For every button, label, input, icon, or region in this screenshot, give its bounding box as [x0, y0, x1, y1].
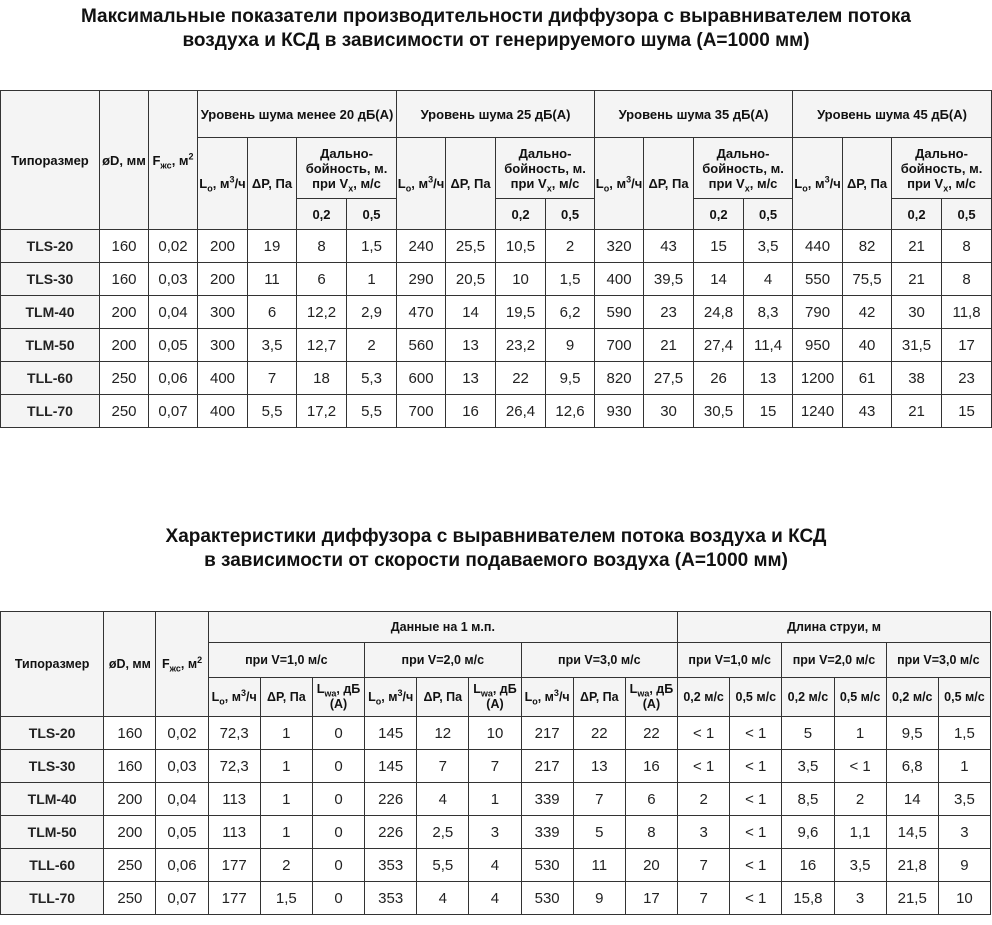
table-cell: 43 — [843, 395, 892, 428]
table-cell: 5,3 — [347, 362, 397, 395]
velocity-0-2-header: 0,2 — [496, 199, 546, 230]
airflow-header: $L_о$, $м^3/ч$ — [793, 138, 843, 230]
airflow-header: $L_о$, $м^3/ч$ — [198, 138, 248, 230]
group-header-noise-45: Уровень шума 45 дБ(А) — [793, 91, 992, 138]
table-cell: 226 — [365, 783, 417, 816]
table-cell: 0 — [312, 849, 364, 882]
table-cell: 27,4 — [694, 329, 744, 362]
table-cell: 3 — [938, 816, 990, 849]
table-cell: 12,2 — [297, 296, 347, 329]
table-cell: < 1 — [730, 849, 782, 882]
table-cell: 20 — [625, 849, 677, 882]
table-cell: 0,05 — [156, 816, 208, 849]
table-cell: 790 — [793, 296, 843, 329]
table2-title-line2: в зависимости от скорости подаваемого воздуха (А=1000 мм) — [204, 550, 788, 571]
table-cell: 145 — [365, 717, 417, 750]
table-cell: 3,5 — [782, 750, 834, 783]
pressure-drop-header: ΔP, Па — [417, 678, 469, 717]
sound-power-header: $L_{wa}$, дБ (А) — [625, 678, 677, 717]
table-cell: 0,02 — [149, 230, 198, 263]
table-cell: 5 — [573, 816, 625, 849]
table-cell: 22 — [496, 362, 546, 395]
throw-range-header: Дально-бойность, м. при $V_x$, м/с — [297, 138, 397, 199]
table-cell: 1,1 — [834, 816, 886, 849]
row-name-cell: TLL-70 — [1, 882, 104, 915]
table-cell: < 1 — [730, 783, 782, 816]
table-row — [1, 717, 991, 750]
table2-title-line1: Характеристики диффузора с выравнивателем потока воздуха и КСД — [165, 526, 827, 547]
table-row — [1, 783, 991, 816]
table-row — [1, 750, 991, 783]
table-cell: 7 — [469, 750, 521, 783]
table-cell: 15 — [694, 230, 744, 263]
table-cell: 13 — [744, 362, 793, 395]
table-cell: 0,07 — [149, 395, 198, 428]
table-row — [1, 263, 992, 296]
table-cell: 0 — [312, 750, 364, 783]
speed-header: при V=1,0 м/с — [208, 643, 364, 678]
table-cell: 1,5 — [347, 230, 397, 263]
table-cell: 23 — [942, 362, 992, 395]
table-cell: 11 — [248, 263, 297, 296]
row-name-cell: TLM-40 — [1, 783, 104, 816]
table-cell: 200 — [198, 230, 248, 263]
table-cell: 353 — [365, 882, 417, 915]
table-cell: 0,02 — [156, 717, 208, 750]
airflow-header: $L_о$, $м^3/ч$ — [208, 678, 260, 717]
table-cell: 113 — [208, 816, 260, 849]
table-cell: 353 — [365, 849, 417, 882]
table-cell: 15,8 — [782, 882, 834, 915]
table-cell: 5,5 — [248, 395, 297, 428]
table-cell: 21 — [892, 263, 942, 296]
table-cell: 16 — [782, 849, 834, 882]
row-name-cell: TLM-50 — [1, 329, 100, 362]
table-cell: 4 — [744, 263, 793, 296]
airflow-header: $L_о$, $м^3/ч$ — [595, 138, 644, 230]
table-cell: 21 — [892, 230, 942, 263]
table-cell: 26 — [694, 362, 744, 395]
row-name-cell: TLS-20 — [1, 717, 104, 750]
jet-speed-header: при V=2,0 м/с — [782, 643, 886, 678]
table-cell: 240 — [397, 230, 446, 263]
table-cell: 530 — [521, 849, 573, 882]
table-row — [1, 362, 992, 395]
table-cell: < 1 — [678, 717, 730, 750]
table-cell: 18 — [297, 362, 347, 395]
table-cell: < 1 — [834, 750, 886, 783]
table-cell: 4 — [469, 882, 521, 915]
col-header-diameter: øD, мм — [104, 612, 156, 717]
table-cell: 75,5 — [843, 263, 892, 296]
table-cell: 1,5 — [260, 882, 312, 915]
table-cell: 16 — [446, 395, 496, 428]
table-cell: 19,5 — [496, 296, 546, 329]
table-cell: 290 — [397, 263, 446, 296]
table-cell: < 1 — [730, 750, 782, 783]
table-cell: 930 — [595, 395, 644, 428]
table-cell: 21,8 — [886, 849, 938, 882]
table-cell: 23 — [644, 296, 694, 329]
col-header-diameter: øD, мм — [100, 91, 149, 230]
table-cell: 2 — [260, 849, 312, 882]
table-cell: 1200 — [793, 362, 843, 395]
table-cell: 17,2 — [297, 395, 347, 428]
table-cell: 0,07 — [156, 882, 208, 915]
row-name-cell: TLS-30 — [1, 750, 104, 783]
airflow-header: $L_о$, $м^3/ч$ — [521, 678, 573, 717]
table-cell: 15 — [744, 395, 793, 428]
table-cell: 400 — [198, 395, 248, 428]
jet-velocity-0-2-header: 0,2 м/с — [782, 678, 834, 717]
table-cell: 820 — [595, 362, 644, 395]
throw-range-header: Дально-бойность, м. при $V_x$, м/с — [694, 138, 793, 199]
table-cell: 2,5 — [417, 816, 469, 849]
table-cell: 200 — [100, 329, 149, 362]
table2-title — [0, 525, 992, 573]
table-cell: 6 — [248, 296, 297, 329]
jet-velocity-0-5-header: 0,5 м/с — [730, 678, 782, 717]
airflow-header: $L_о$, $м^3/ч$ — [365, 678, 417, 717]
velocity-0-2-header: 0,2 — [694, 199, 744, 230]
table-cell: 10,5 — [496, 230, 546, 263]
table-cell: 1 — [260, 816, 312, 849]
table-cell: 72,3 — [208, 750, 260, 783]
table-cell: 4 — [417, 882, 469, 915]
table-cell: 14 — [446, 296, 496, 329]
table-row — [1, 816, 991, 849]
table-cell: 4 — [469, 849, 521, 882]
table-cell: 16 — [625, 750, 677, 783]
table-cell: 82 — [843, 230, 892, 263]
table-cell: < 1 — [678, 750, 730, 783]
table-cell: 400 — [595, 263, 644, 296]
table-cell: 6 — [297, 263, 347, 296]
table-cell: 1 — [260, 717, 312, 750]
table-cell: 145 — [365, 750, 417, 783]
jet-velocity-0-2-header: 0,2 м/с — [678, 678, 730, 717]
table-cell: 11,8 — [942, 296, 992, 329]
table-cell: 0,05 — [149, 329, 198, 362]
table-cell: 0,04 — [156, 783, 208, 816]
velocity-0-5-header: 0,5 — [744, 199, 793, 230]
table-row — [1, 882, 991, 915]
table-row — [1, 296, 992, 329]
speed-header: при V=3,0 м/с — [521, 643, 677, 678]
table-cell: 177 — [208, 882, 260, 915]
table-cell: 3 — [834, 882, 886, 915]
table-cell: 12 — [417, 717, 469, 750]
pressure-drop-header: ΔP, Па — [446, 138, 496, 230]
table-cell: 160 — [104, 717, 156, 750]
table-cell: 3,5 — [744, 230, 793, 263]
table-cell: 6 — [625, 783, 677, 816]
table-cell: 61 — [843, 362, 892, 395]
row-name-cell: TLM-50 — [1, 816, 104, 849]
table-cell: 160 — [104, 750, 156, 783]
table-cell: 113 — [208, 783, 260, 816]
table-cell: 0,03 — [156, 750, 208, 783]
pressure-drop-header: ΔP, Па — [843, 138, 892, 230]
table-cell: 0 — [312, 717, 364, 750]
table1-title — [0, 5, 992, 53]
group-header-jet-length: Длина струи, м — [678, 612, 991, 643]
table-cell: 200 — [198, 263, 248, 296]
table-cell: 31,5 — [892, 329, 942, 362]
table-row — [1, 395, 992, 428]
table-cell: 590 — [595, 296, 644, 329]
table-cell: 9,5 — [546, 362, 595, 395]
table-cell: 11,4 — [744, 329, 793, 362]
table-cell: 1 — [260, 783, 312, 816]
table-cell: 530 — [521, 882, 573, 915]
table-cell: 10 — [496, 263, 546, 296]
table-cell: 10 — [469, 717, 521, 750]
group-header-noise-25: Уровень шума 25 дБ(А) — [397, 91, 595, 138]
pressure-drop-header: ΔP, Па — [248, 138, 297, 230]
table-cell: 3 — [678, 816, 730, 849]
table-cell: 7 — [248, 362, 297, 395]
table-cell: 9,6 — [782, 816, 834, 849]
table-cell: 20,5 — [446, 263, 496, 296]
table-cell: 6,8 — [886, 750, 938, 783]
table-cell: 19 — [248, 230, 297, 263]
table-cell: 8 — [297, 230, 347, 263]
jet-speed-header: при V=3,0 м/с — [886, 643, 990, 678]
table-cell: 250 — [104, 882, 156, 915]
table-cell: 21,5 — [886, 882, 938, 915]
table-cell: 440 — [793, 230, 843, 263]
table-cell: 200 — [104, 816, 156, 849]
table-cell: 3 — [469, 816, 521, 849]
table-cell: 950 — [793, 329, 843, 362]
table-cell: 3,5 — [938, 783, 990, 816]
table-cell: 12,7 — [297, 329, 347, 362]
table-cell: 0 — [312, 882, 364, 915]
table-row — [1, 329, 992, 362]
table-cell: 1 — [469, 783, 521, 816]
speed-characteristics-table — [0, 611, 991, 915]
table-cell: 160 — [100, 263, 149, 296]
table-cell: 9 — [573, 882, 625, 915]
table-cell: 7 — [678, 849, 730, 882]
table-cell: 10 — [938, 882, 990, 915]
table-cell: 250 — [100, 362, 149, 395]
row-name-cell: TLL-60 — [1, 849, 104, 882]
table-cell: 0,06 — [149, 362, 198, 395]
jet-speed-header: при V=1,0 м/с — [678, 643, 782, 678]
table-cell: 217 — [521, 750, 573, 783]
table-cell: 23,2 — [496, 329, 546, 362]
table-cell: 1240 — [793, 395, 843, 428]
table-cell: 200 — [100, 296, 149, 329]
airflow-header: $L_о$, $м^3/ч$ — [397, 138, 446, 230]
table-cell: < 1 — [730, 717, 782, 750]
table-cell: 3,5 — [834, 849, 886, 882]
table-cell: 30 — [644, 395, 694, 428]
table-cell: 1,5 — [546, 263, 595, 296]
table-cell: 177 — [208, 849, 260, 882]
table-cell: 14 — [694, 263, 744, 296]
group-header-noise-20: Уровень шума менее 20 дБ(А) — [198, 91, 397, 138]
row-name-cell: TLS-30 — [1, 263, 100, 296]
velocity-0-2-header: 0,2 — [892, 199, 942, 230]
group-header-data-per-meter: Данные на 1 м.п. — [208, 612, 677, 643]
table-cell: < 1 — [730, 882, 782, 915]
row-name-cell: TLM-40 — [1, 296, 100, 329]
table-cell: 17 — [942, 329, 992, 362]
table-cell: 217 — [521, 717, 573, 750]
table-cell: 26,4 — [496, 395, 546, 428]
row-name-cell: TLL-60 — [1, 362, 100, 395]
table-row — [1, 230, 992, 263]
table-cell: 8 — [942, 230, 992, 263]
throw-range-header: Дально-бойность, м. при $V_x$, м/с — [496, 138, 595, 199]
table-cell: 1 — [260, 750, 312, 783]
table-cell: 560 — [397, 329, 446, 362]
table-cell: 17 — [625, 882, 677, 915]
table-cell: 5,5 — [417, 849, 469, 882]
table-cell: 9,5 — [886, 717, 938, 750]
table-cell: 470 — [397, 296, 446, 329]
throw-range-header: Дально-бойность, м. при $V_x$, м/с — [892, 138, 992, 199]
table-cell: 2 — [546, 230, 595, 263]
table-cell: 8 — [625, 816, 677, 849]
table-cell: 9 — [938, 849, 990, 882]
table-cell: 25,5 — [446, 230, 496, 263]
table-cell: 22 — [625, 717, 677, 750]
pressure-drop-header: ΔP, Па — [644, 138, 694, 230]
table-cell: 72,3 — [208, 717, 260, 750]
col-header-type: Типоразмер — [1, 612, 104, 717]
table-cell: 7 — [678, 882, 730, 915]
table1-title-line1: Максимальные показатели производительности диффузора с выравнивателем потока — [80, 6, 911, 27]
table-cell: 2 — [347, 329, 397, 362]
table-cell: 1,5 — [938, 717, 990, 750]
table-cell: 13 — [446, 329, 496, 362]
table-cell: 30,5 — [694, 395, 744, 428]
col-header-type: Типоразмер — [1, 91, 100, 230]
table-cell: 13 — [573, 750, 625, 783]
pressure-drop-header: ΔP, Па — [260, 678, 312, 717]
table-cell: 0,06 — [156, 849, 208, 882]
table-cell: 550 — [793, 263, 843, 296]
velocity-0-5-header: 0,5 — [347, 199, 397, 230]
table-cell: 21 — [892, 395, 942, 428]
table-cell: < 1 — [730, 816, 782, 849]
table-cell: 5,5 — [347, 395, 397, 428]
table-cell: 160 — [100, 230, 149, 263]
table-cell: 7 — [417, 750, 469, 783]
table-cell: 8 — [942, 263, 992, 296]
table-cell: 700 — [595, 329, 644, 362]
table-cell: 400 — [198, 362, 248, 395]
table-cell: 42 — [843, 296, 892, 329]
table-cell: 30 — [892, 296, 942, 329]
table-cell: 250 — [100, 395, 149, 428]
table-cell: 15 — [942, 395, 992, 428]
row-name-cell: TLL-70 — [1, 395, 100, 428]
table-cell: 250 — [104, 849, 156, 882]
table-cell: 7 — [573, 783, 625, 816]
table-cell: 320 — [595, 230, 644, 263]
table-cell: 300 — [198, 329, 248, 362]
table-cell: 600 — [397, 362, 446, 395]
table-cell: 300 — [198, 296, 248, 329]
table-cell: 5 — [782, 717, 834, 750]
noise-performance-table — [0, 90, 992, 428]
table-cell: 9 — [546, 329, 595, 362]
table1-title-line2: воздуха и КСД в зависимости от генерируемого шума (А=1000 мм) — [182, 30, 810, 51]
speed-header: при V=2,0 м/с — [365, 643, 521, 678]
table-cell: 700 — [397, 395, 446, 428]
table-cell: 226 — [365, 816, 417, 849]
table-cell: 1 — [938, 750, 990, 783]
row-name-cell: TLS-20 — [1, 230, 100, 263]
table-cell: 38 — [892, 362, 942, 395]
table-cell: 8,5 — [782, 783, 834, 816]
table-cell: 2 — [834, 783, 886, 816]
table-cell: 2 — [678, 783, 730, 816]
table-cell: 0 — [312, 783, 364, 816]
table-row — [1, 849, 991, 882]
table-cell: 27,5 — [644, 362, 694, 395]
table-cell: 339 — [521, 816, 573, 849]
table-cell: 14 — [886, 783, 938, 816]
velocity-0-5-header: 0,5 — [546, 199, 595, 230]
table-cell: 0,03 — [149, 263, 198, 296]
table-cell: 3,5 — [248, 329, 297, 362]
table-cell: 0,04 — [149, 296, 198, 329]
jet-velocity-0-5-header: 0,5 м/с — [834, 678, 886, 717]
col-header-area: $F_{жс}$, $м^2$ — [156, 612, 208, 717]
table-cell: 4 — [417, 783, 469, 816]
table-cell: 39,5 — [644, 263, 694, 296]
table-cell: 43 — [644, 230, 694, 263]
table-cell: 8,3 — [744, 296, 793, 329]
group-header-noise-35: Уровень шума 35 дБ(А) — [595, 91, 793, 138]
col-header-area: $F_{жс}$, $м^2$ — [149, 91, 198, 230]
table-cell: 24,8 — [694, 296, 744, 329]
table-cell: 14,5 — [886, 816, 938, 849]
table-cell: 11 — [573, 849, 625, 882]
jet-velocity-0-5-header: 0,5 м/с — [938, 678, 990, 717]
table-cell: 21 — [644, 329, 694, 362]
sound-power-header: $L_{wa}$, дБ (А) — [312, 678, 364, 717]
table-cell: 0 — [312, 816, 364, 849]
sound-power-header: $L_{wa}$, дБ (А) — [469, 678, 521, 717]
table-cell: 1 — [347, 263, 397, 296]
pressure-drop-header: ΔP, Па — [573, 678, 625, 717]
jet-velocity-0-2-header: 0,2 м/с — [886, 678, 938, 717]
table-cell: 13 — [446, 362, 496, 395]
table-cell: 40 — [843, 329, 892, 362]
table-cell: 1 — [834, 717, 886, 750]
table-cell: 200 — [104, 783, 156, 816]
table-cell: 22 — [573, 717, 625, 750]
table-cell: 12,6 — [546, 395, 595, 428]
velocity-0-5-header: 0,5 — [942, 199, 992, 230]
table-cell: 2,9 — [347, 296, 397, 329]
table-cell: 6,2 — [546, 296, 595, 329]
velocity-0-2-header: 0,2 — [297, 199, 347, 230]
table-cell: 339 — [521, 783, 573, 816]
